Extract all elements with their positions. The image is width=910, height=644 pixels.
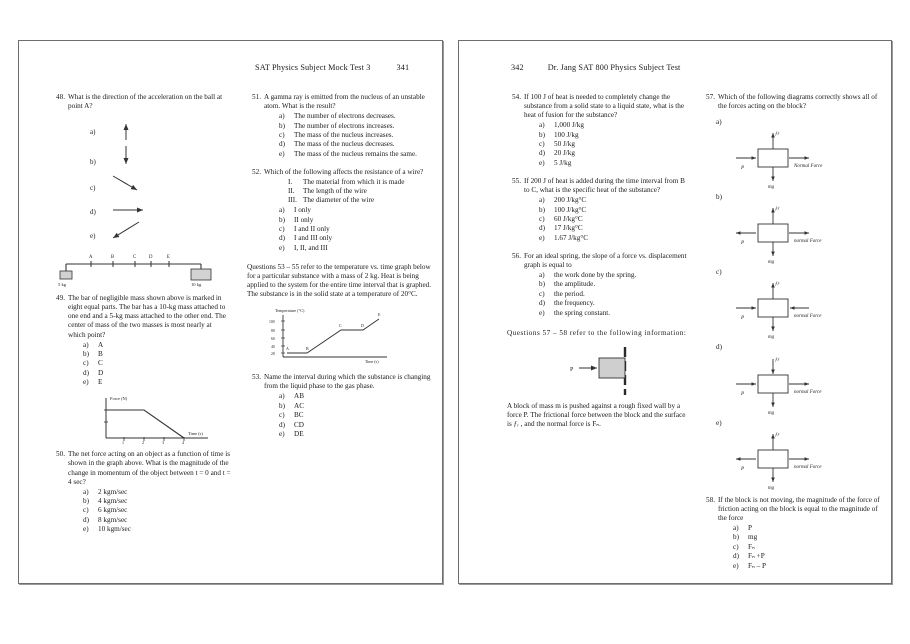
right-page-number: 342 — [511, 63, 524, 72]
temp-ytick-100: 100 — [269, 320, 275, 325]
list-item[interactable] — [279, 140, 432, 149]
diagram-b-label: b) — [716, 193, 722, 202]
roman-label: I. — [288, 177, 293, 186]
bar-left-mass-label: 5 kg — [58, 282, 67, 288]
list-item[interactable] — [539, 140, 687, 149]
temp-ytick-20: 20 — [271, 352, 275, 357]
list-item — [288, 187, 432, 196]
question-57-number: 57. — [706, 93, 715, 101]
option-label: e) — [83, 525, 89, 534]
roman-label: III. — [288, 196, 297, 205]
question-56-options — [539, 271, 687, 318]
option-label: a) — [539, 121, 545, 130]
option-text: the work done by the spring. — [554, 270, 637, 279]
option-text: 5 J/kg — [554, 158, 572, 167]
question-54-options — [539, 121, 687, 168]
fbd-d-push-label: P — [741, 391, 745, 397]
fbd-e-push-label: P — [741, 466, 745, 472]
list-item[interactable] — [279, 225, 432, 234]
option-text: the spring constant. — [554, 308, 611, 317]
temp-point-D: D — [361, 323, 364, 329]
list-item[interactable] — [83, 525, 231, 534]
question-49-options — [83, 341, 231, 388]
option-text: I only — [294, 206, 311, 215]
option-label: c) — [733, 542, 739, 551]
diagram-c-label: c) — [716, 268, 722, 277]
bar-point-A: A — [89, 255, 93, 261]
option-label: d) — [279, 140, 285, 149]
roman-text: The material from which it is made — [303, 177, 405, 186]
option-label: d) — [83, 515, 89, 524]
question-48-arrow-options — [51, 118, 231, 242]
question-57-text: Which of the following diagrams correctly shows all of the forces acting on the block? — [718, 93, 878, 111]
list-item[interactable] — [279, 430, 432, 439]
temp-point-C: C — [339, 323, 342, 329]
option-text: The mass of the nucleus increases. — [294, 130, 394, 139]
option-text: 50 J/kg — [554, 140, 575, 149]
bar-right-mass-label: 10 kg — [191, 282, 202, 288]
option-text: Fₙ +P — [748, 552, 765, 561]
list-item — [288, 178, 432, 187]
fbd-b-normal-label: normal Force — [794, 239, 822, 245]
option-label: d) — [539, 224, 545, 233]
question-49 — [51, 294, 231, 387]
option-label: c) — [83, 506, 89, 515]
list-item[interactable] — [83, 516, 231, 525]
question-57-58-description: A block of mass m is pushed against a rough fixed wall by a force P. The frictional force between the block and the surface is ƒᵣ , and the normal force is Fₙ. — [507, 401, 686, 428]
bar-point-E: E — [167, 255, 170, 261]
option-text: A — [98, 340, 104, 349]
option-label: b) — [733, 533, 739, 542]
diagram-e-label: e) — [716, 418, 722, 427]
list-item[interactable] — [83, 506, 231, 515]
list-item[interactable] — [539, 215, 687, 224]
question-54-text: If 100 J of heat is needed to completely change the substance from a solid state to a liquid state, what is the heat of fusion for the substance? — [524, 93, 685, 120]
list-item[interactable] — [539, 224, 687, 233]
option-label: c) — [279, 130, 285, 139]
option-label: d) — [279, 234, 285, 243]
temp-point-E: E — [378, 312, 381, 318]
diagram-a-label: a) — [716, 118, 722, 127]
question-52-roman-list — [288, 178, 432, 205]
option-label: e) — [83, 378, 89, 387]
left-page-column-1 — [51, 93, 231, 541]
list-item[interactable] — [279, 244, 432, 253]
option-text: 20 J/kg — [554, 149, 575, 158]
list-item[interactable] — [733, 543, 883, 552]
option-label: a) — [733, 523, 739, 532]
left-page-number: 341 — [396, 63, 410, 72]
list-item[interactable] — [83, 497, 231, 506]
list-item[interactable] — [279, 392, 432, 401]
fbd-e-friction-label: ƒr — [775, 432, 780, 438]
bar-point-C: C — [133, 255, 137, 261]
bar-point-D: D — [149, 255, 153, 261]
option-label: b) — [539, 130, 545, 139]
list-item[interactable] — [539, 159, 687, 168]
question-58-number: 58. — [706, 495, 715, 504]
option-label: c) — [83, 359, 89, 368]
option-label: d) — [279, 420, 285, 429]
fbd-c-svg — [701, 277, 861, 339]
option-text: 4 kgm/sec — [98, 497, 128, 506]
list-item[interactable] — [279, 411, 432, 420]
question-48-bar-diagram — [51, 248, 231, 288]
roman-label: II. — [288, 187, 295, 196]
option-label: c) — [279, 411, 285, 420]
question-57-diagram-c[interactable] — [701, 268, 883, 339]
list-item[interactable] — [83, 488, 231, 497]
question-55-text: If 200 J of heat is added during the time interval from B to C, what is the specific heat of the substance? — [524, 176, 685, 195]
list-item[interactable] — [279, 421, 432, 430]
fbd-b-weight-label: mg — [768, 260, 775, 266]
question-55-options — [539, 196, 687, 243]
option-label: d) — [83, 368, 89, 377]
force-vs-time-graph — [96, 394, 231, 444]
list-item[interactable] — [83, 378, 231, 387]
list-item — [288, 196, 432, 205]
list-item[interactable] — [539, 309, 687, 318]
option-label: a) — [539, 196, 545, 205]
question-53-options — [279, 392, 432, 439]
temp-point-A: A — [286, 346, 289, 352]
option-text: CD — [294, 420, 304, 429]
fbd-d-weight-label: mg — [768, 410, 775, 416]
block-against-wall-figure — [507, 344, 687, 396]
option-label: c) — [539, 214, 545, 223]
question-50 — [51, 450, 231, 534]
option-text: Fₙ – P — [748, 561, 767, 570]
question-53-text: Name the interval during which the substance is changing from the liquid phase to the gas phase. — [264, 373, 431, 391]
fbd-a-weight-label: mg — [768, 185, 775, 191]
question-57-diagram-a[interactable] — [701, 118, 883, 189]
question-57-diagram-e[interactable] — [701, 419, 883, 490]
question-57-diagram-b[interactable] — [701, 193, 883, 264]
option-label: a) — [279, 112, 285, 121]
list-item[interactable] — [539, 206, 687, 215]
fbd-c-weight-label: mg — [768, 335, 775, 341]
fbd-a-svg — [701, 127, 861, 189]
list-item[interactable] — [83, 369, 231, 378]
option-text: 1.67 J/kg°C — [554, 233, 589, 242]
fbd-d-friction-label: ƒr — [775, 357, 780, 363]
question-56-number: 56. — [512, 251, 521, 260]
temp-graph-svg — [255, 305, 400, 367]
option-label: e) — [279, 430, 285, 438]
option-text: The mass of the nucleus remains the same. — [294, 149, 417, 158]
list-item[interactable] — [733, 552, 883, 561]
fbd-a-normal-label: Normal Force — [794, 164, 823, 170]
question-54 — [507, 93, 687, 168]
option-text: DE — [294, 430, 304, 438]
fbd-d-svg — [701, 353, 861, 415]
page-right — [458, 40, 892, 584]
option-text: P — [748, 523, 752, 532]
force-graph-ylabel: Force (N) — [110, 396, 128, 402]
question-52-text: Which of the following affects the resistance of a wire? — [264, 167, 424, 176]
question-51-options — [279, 112, 432, 159]
question-58-text: If the block is not moving, the magnitude of the force of friction acting on the block is equal to the magnitude of the force — [718, 495, 880, 522]
bar-point-B: B — [111, 255, 115, 261]
option-text: 100 J/kg — [554, 130, 579, 139]
question-57 — [701, 93, 883, 111]
list-item[interactable] — [539, 234, 687, 243]
list-item[interactable] — [539, 196, 687, 205]
question-52-options — [279, 206, 432, 253]
list-item[interactable] — [539, 280, 687, 289]
temp-ytick-80: 80 — [271, 329, 275, 334]
force-graph-xtick-3: 3 — [162, 440, 164, 446]
option-label: b) — [83, 350, 89, 359]
list-item[interactable] — [539, 290, 687, 299]
option-e-label: e) — [90, 232, 96, 241]
fbd-e-svg — [701, 428, 861, 490]
option-label: a) — [279, 392, 285, 401]
option-label: a) — [279, 206, 285, 215]
question-54-number: 54. — [512, 93, 521, 101]
left-header-title: SAT Physics Subject Mock Test 3 — [255, 63, 371, 72]
option-text: 8 kgm/sec — [98, 515, 128, 524]
force-graph-xlabel: Time (s) — [188, 431, 203, 437]
fbd-e-weight-label: mg — [768, 485, 775, 491]
option-label: b) — [279, 121, 285, 130]
temp-graph-ylabel: Temperature (°C) — [275, 308, 305, 314]
list-item[interactable] — [733, 524, 883, 533]
option-text: 200 J/kg°C — [554, 196, 587, 205]
question-48 — [51, 93, 231, 111]
left-page-header — [255, 63, 409, 72]
question-55 — [507, 177, 687, 243]
temperature-vs-time-graph — [255, 305, 432, 367]
list-item[interactable] — [279, 216, 432, 225]
list-item[interactable] — [83, 350, 231, 359]
questions-53-55-intro: Questions 53 – 55 refer to the temperature vs. time graph below for a particular substance with a mass of 2 kg. Heat is being applied to the system for the entire time interval that is graphed. The substance is in the solid state at a temperature of 20°C. — [247, 262, 432, 299]
option-text: 1,000 J/kg — [554, 121, 584, 130]
list-item[interactable] — [539, 121, 687, 130]
option-label: e) — [279, 149, 285, 158]
question-52-number: 52. — [252, 167, 261, 176]
fbd-b-push-label: P — [741, 241, 745, 247]
list-item[interactable] — [539, 271, 687, 280]
list-item[interactable] — [279, 402, 432, 411]
page-left — [18, 40, 443, 584]
force-graph-xtick-4: 4 — [182, 440, 184, 446]
temp-graph-xlabel: Time (s) — [365, 359, 379, 365]
option-text: the period. — [554, 289, 585, 298]
option-label: d) — [539, 149, 545, 158]
question-57-diagram-d[interactable] — [701, 343, 883, 414]
option-label: a) — [83, 487, 89, 496]
question-50-options — [83, 488, 231, 535]
question-51 — [247, 93, 432, 159]
option-a-label: a) — [90, 128, 96, 137]
right-page-header — [511, 63, 680, 72]
arrow-options-svg — [51, 118, 231, 242]
option-label: e) — [279, 243, 285, 252]
option-text: BC — [294, 411, 304, 420]
option-label: a) — [83, 340, 89, 349]
fbd-a-push-label: P — [741, 166, 745, 172]
option-text: the frequency. — [554, 299, 595, 308]
list-item[interactable] — [279, 150, 432, 159]
option-label: e) — [539, 308, 545, 317]
roman-text: The diameter of the wire — [303, 196, 375, 205]
option-label: d) — [539, 299, 545, 308]
option-label: e) — [733, 561, 739, 570]
option-text: 100 J/kg°C — [554, 205, 587, 214]
temp-point-B: B — [306, 346, 309, 352]
fbd-e-normal-label: normal Force — [794, 464, 822, 470]
right-page-column-1 — [507, 93, 687, 435]
list-item[interactable] — [279, 234, 432, 243]
option-text: 6 kgm/sec — [98, 506, 128, 515]
question-53 — [247, 373, 432, 439]
option-label: b) — [279, 401, 285, 410]
list-item[interactable] — [539, 149, 687, 158]
option-text: Fₙ — [748, 542, 755, 551]
option-label: b) — [83, 497, 89, 506]
option-text: 10 kgm/sec — [98, 525, 131, 534]
option-text: the amplitude. — [554, 280, 596, 289]
option-text: I and II only — [294, 225, 330, 233]
fbd-c-push-label: P — [741, 316, 745, 322]
right-header-title: Dr. Jang SAT 800 Physics Subject Test — [547, 63, 681, 72]
option-label: d) — [733, 552, 739, 561]
list-item[interactable] — [539, 131, 687, 140]
option-text: E — [98, 378, 103, 387]
option-text: 17 J/kg°C — [554, 224, 583, 233]
question-56-text: For an ideal spring, the slope of a force vs. displacement graph is equal to — [524, 251, 687, 269]
option-label: b) — [539, 280, 545, 289]
option-label: e) — [539, 233, 545, 242]
option-text: II only — [294, 215, 314, 224]
option-text: AC — [294, 401, 304, 410]
question-56 — [507, 252, 687, 318]
option-text: The mass of the nucleus decreases. — [294, 140, 395, 149]
question-51-number: 51. — [252, 93, 261, 101]
force-graph-xtick-2: 2 — [142, 440, 144, 446]
option-label: a) — [539, 270, 545, 279]
option-text: 2 kgm/sec — [98, 487, 128, 496]
right-page-column-2 — [701, 93, 883, 578]
question-49-text: The bar of negligible mass shown above is marked in eight equal parts. The bar has a 10-kg mass attached to one end and a 5-kg mass attached to the other end. The center of mass of the two masses is most nearly at which point? — [68, 294, 226, 339]
option-label: c) — [279, 225, 285, 233]
option-label: b) — [279, 215, 285, 224]
fbd-b-svg — [701, 202, 861, 264]
list-item[interactable] — [83, 359, 231, 368]
question-50-text: The net force acting on an object as a function of time is shown in the graph above. What is the magnitude of the change in momentum of the object between t = 0 and t = 4 sec? — [68, 450, 231, 486]
list-item[interactable] — [279, 206, 432, 215]
block-force-label: P — [570, 366, 574, 373]
option-d-label: d) — [90, 208, 96, 217]
question-52 — [247, 168, 432, 253]
left-page-column-2 — [247, 93, 432, 446]
option-label: c) — [539, 140, 545, 149]
question-58-options — [733, 524, 883, 571]
questions-57-58-intro: Questions 57 – 58 refer to the following information: — [507, 328, 687, 337]
option-text: AB — [294, 392, 304, 401]
question-58 — [701, 496, 883, 571]
question-48-number: 48. — [56, 93, 65, 101]
option-c-label: c) — [90, 184, 96, 193]
option-text: 60 J/kg°C — [554, 214, 583, 223]
question-55-number: 55. — [512, 176, 521, 185]
force-graph-svg — [96, 394, 221, 444]
option-text: I, II, and III — [294, 243, 328, 252]
list-item[interactable] — [733, 533, 883, 542]
option-label: e) — [539, 158, 545, 167]
fbd-c-friction-label: ƒr — [775, 282, 780, 288]
option-text: The number of electrons increases. — [294, 121, 395, 130]
list-item[interactable] — [279, 131, 432, 140]
temp-ytick-60: 60 — [271, 337, 275, 342]
option-label: b) — [539, 205, 545, 214]
fbd-c-normal-label: normal Force — [794, 314, 822, 320]
fbd-b-friction-label: ƒr — [775, 207, 780, 213]
fbd-d-normal-label: normal Force — [794, 389, 822, 395]
option-text: The number of electrons decreases. — [294, 112, 396, 121]
temp-ytick-40: 40 — [271, 345, 275, 350]
option-b-label: b) — [90, 158, 96, 167]
list-item[interactable] — [83, 341, 231, 350]
bar-diagram-svg — [51, 248, 221, 288]
option-label: c) — [539, 289, 545, 298]
option-text: I and III only — [294, 234, 333, 243]
list-item[interactable] — [279, 122, 432, 131]
question-50-number: 50. — [56, 450, 65, 459]
question-51-text: A gamma ray is emitted from the nucleus of an unstable atom. What is the result? — [264, 93, 425, 111]
list-item[interactable] — [539, 299, 687, 308]
option-text: D — [98, 368, 104, 377]
question-49-number: 49. — [56, 294, 65, 303]
question-48-text: What is the direction of the acceleration on the ball at point A? — [68, 93, 223, 111]
force-graph-xtick-1: 1 — [122, 440, 124, 446]
option-text: B — [98, 350, 103, 359]
block-wall-svg — [507, 344, 682, 396]
diagram-d-label: d) — [716, 343, 722, 352]
list-item[interactable] — [279, 112, 432, 121]
roman-text: The length of the wire — [303, 187, 367, 196]
option-text: mg — [748, 533, 758, 542]
option-text: C — [98, 359, 103, 368]
question-53-number: 53. — [252, 373, 261, 382]
list-item[interactable] — [733, 562, 883, 571]
fbd-a-friction-label: ƒr — [775, 132, 780, 138]
